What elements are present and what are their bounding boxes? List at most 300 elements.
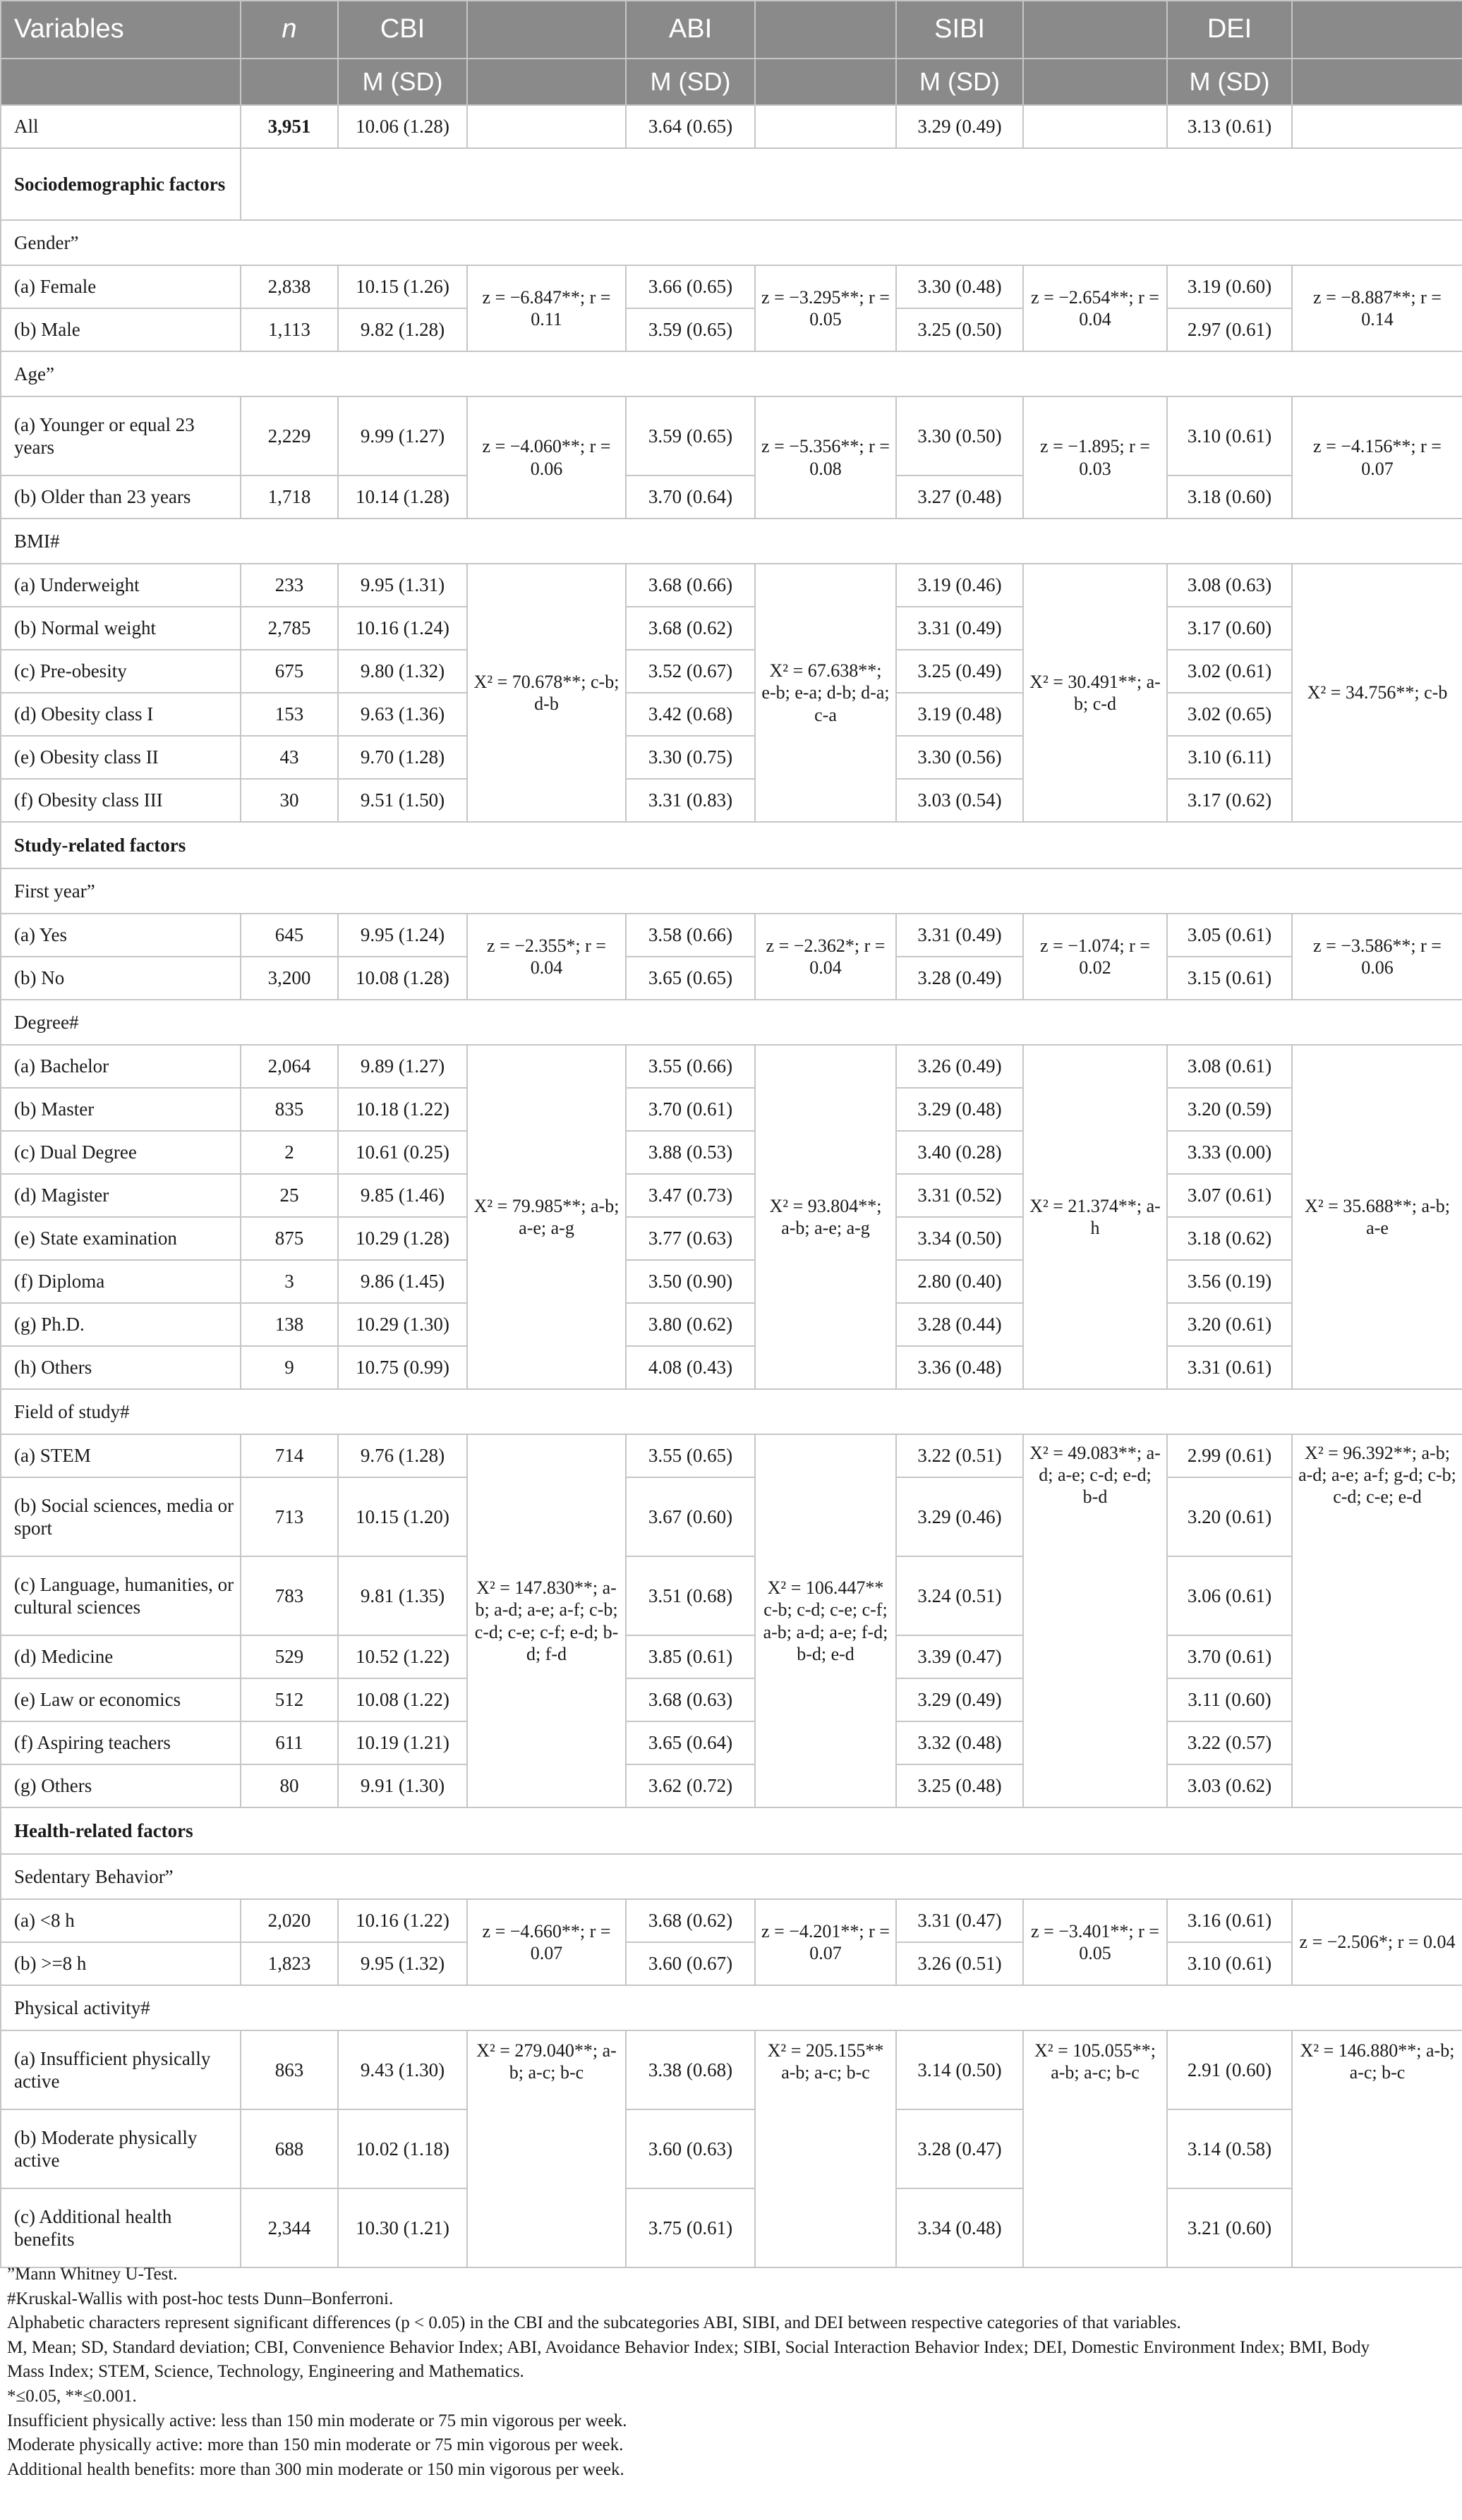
row-abi: 3.42 (0.68)	[626, 693, 755, 736]
row-dei: 3.31 (0.61)	[1167, 1346, 1292, 1389]
table-row	[1, 2188, 1462, 2267]
row-n: 529	[241, 1635, 338, 1678]
header-cbi-stat	[467, 1, 626, 59]
row-n: 1,718	[241, 475, 338, 519]
row-cbi: 9.95 (1.32)	[338, 1942, 467, 1985]
row-cbi: 9.63 (1.36)	[338, 693, 467, 736]
table-row	[1, 2109, 1462, 2188]
table-row	[1, 475, 1462, 519]
subheader-empty	[467, 59, 626, 105]
row-abi: 3.38 (0.68)	[626, 2030, 755, 2109]
footnote: Alphabetic characters represent significant differences (p < 0.05) in the CBI and the subcategories ABI, SIBI, and DEI between respective categories of that variables.	[7, 2313, 1181, 2333]
row-dei: 3.13 (0.61)	[1167, 105, 1292, 148]
row-sibi: 3.36 (0.48)	[896, 1346, 1023, 1389]
row-n: 2,229	[241, 396, 338, 475]
row-sibi: 3.32 (0.48)	[896, 1721, 1023, 1764]
row-cbi: 10.30 (1.21)	[338, 2188, 467, 2267]
row-n: 153	[241, 693, 338, 736]
subheader-msd: M (SD)	[338, 59, 467, 105]
row-sibi: 3.28 (0.49)	[896, 957, 1023, 1000]
stat-dei: X² = 146.880**; a-b; a-c; b-c	[1292, 2030, 1462, 2267]
row-sibi: 3.26 (0.49)	[896, 1045, 1023, 1088]
stat-abi: X² = 93.804**; a-b; a-e; a-g	[755, 1045, 896, 1389]
row-cbi: 9.86 (1.45)	[338, 1260, 467, 1303]
row-abi: 4.08 (0.43)	[626, 1346, 755, 1389]
row-abi: 3.50 (0.90)	[626, 1260, 755, 1303]
row-sibi: 3.34 (0.50)	[896, 1217, 1023, 1260]
table-row	[1, 914, 1462, 957]
group-field-of-study: Field of study#	[1, 1389, 1462, 1434]
stat-cbi: X² = 147.830**; a-b; a-d; a-e; a-f; c-b; c-d; c-e; c-f; e-d; b-d; f-d	[467, 1434, 626, 1807]
group-physical-activity: Physical activity#	[1, 1985, 1462, 2030]
row-label: (a) Insufficient physically active	[1, 2030, 241, 2109]
section-filler	[241, 148, 1462, 220]
row-cbi: 10.16 (1.24)	[338, 607, 467, 650]
footnote: #Kruskal-Wallis with post-hoc tests Dunn–Bonferroni.	[7, 2289, 394, 2308]
row-cbi: 10.15 (1.26)	[338, 265, 467, 308]
row-sibi: 3.22 (0.51)	[896, 1434, 1023, 1477]
row-n: 835	[241, 1088, 338, 1131]
table-row	[1, 1346, 1462, 1389]
row-dei: 3.03 (0.62)	[1167, 1764, 1292, 1807]
header-row	[1, 1, 1462, 59]
table-row	[1, 1260, 1462, 1303]
row-n: 714	[241, 1434, 338, 1477]
row-label: (b) No	[1, 957, 241, 1000]
row-abi: 3.68 (0.66)	[626, 564, 755, 607]
table-row	[1, 1434, 1462, 1477]
section-study-related: Study-related factors	[1, 822, 1462, 868]
table-row	[1, 957, 1462, 1000]
row-cbi: 10.14 (1.28)	[338, 475, 467, 519]
row-cbi: 10.08 (1.28)	[338, 957, 467, 1000]
row-abi: 3.70 (0.61)	[626, 1088, 755, 1131]
row-dei: 3.08 (0.63)	[1167, 564, 1292, 607]
row-cbi: 10.06 (1.28)	[338, 105, 467, 148]
row-abi: 3.80 (0.62)	[626, 1303, 755, 1346]
row-sibi: 3.19 (0.48)	[896, 693, 1023, 736]
row-abi: 3.88 (0.53)	[626, 1131, 755, 1174]
row-abi: 3.75 (0.61)	[626, 2188, 755, 2267]
table-row	[1, 1635, 1462, 1678]
row-dei: 2.99 (0.61)	[1167, 1434, 1292, 1477]
group-bmi: BMI#	[1, 519, 1462, 564]
stat-abi: X² = 205.155** a-b; a-c; b-c	[755, 2030, 896, 2267]
footnote: ”Mann Whitney U-Test.	[7, 2265, 178, 2284]
header-abi: ABI	[626, 1, 755, 59]
table-row	[1, 1678, 1462, 1721]
stat-sibi: X² = 30.491**; a-b; c-d	[1023, 564, 1167, 822]
row-cbi: 9.85 (1.46)	[338, 1174, 467, 1217]
row-n: 2,785	[241, 607, 338, 650]
stat-cbi: z = −4.060**; r = 0.06	[467, 396, 626, 519]
row-dei: 3.20 (0.61)	[1167, 1477, 1292, 1556]
row-sibi: 3.25 (0.49)	[896, 650, 1023, 693]
row-abi: 3.65 (0.64)	[626, 1721, 755, 1764]
row-sibi: 3.19 (0.46)	[896, 564, 1023, 607]
row-abi: 3.67 (0.60)	[626, 1477, 755, 1556]
footnote: *≤0.05, **≤0.001.	[7, 2386, 137, 2406]
row-n: 3	[241, 1260, 338, 1303]
group-row	[1, 519, 1462, 564]
row-dei: 3.15 (0.61)	[1167, 957, 1292, 1000]
stat-sibi: z = −3.401**; r = 0.05	[1023, 1899, 1167, 1985]
row-n: 43	[241, 736, 338, 779]
row-cbi: 9.80 (1.32)	[338, 650, 467, 693]
row-label: (c) Dual Degree	[1, 1131, 241, 1174]
group-row	[1, 220, 1462, 265]
row-label: (a) STEM	[1, 1434, 241, 1477]
row-label: (b) >=8 h	[1, 1942, 241, 1985]
row-dei: 3.70 (0.61)	[1167, 1635, 1292, 1678]
row-sibi: 3.29 (0.49)	[896, 105, 1023, 148]
row-sibi: 3.03 (0.54)	[896, 779, 1023, 822]
stat-cbi: X² = 70.678**; c-b; d-b	[467, 564, 626, 822]
row-abi: 3.68 (0.62)	[626, 607, 755, 650]
table-row	[1, 1556, 1462, 1635]
table-row	[1, 265, 1462, 308]
subheader-empty	[1292, 59, 1462, 105]
footnote: Insufficient physically active: less than 150 min moderate or 75 min vigorous per week.	[7, 2411, 627, 2430]
row-dei: 3.14 (0.58)	[1167, 2109, 1292, 2188]
stat-dei: z = −3.586**; r = 0.06	[1292, 914, 1462, 1000]
row-cbi: 9.70 (1.28)	[338, 736, 467, 779]
row-abi: 3.51 (0.68)	[626, 1556, 755, 1635]
row-abi: 3.60 (0.63)	[626, 2109, 755, 2188]
row-dei: 3.10 (0.61)	[1167, 396, 1292, 475]
group-degree: Degree#	[1, 1000, 1462, 1045]
stat-cbi: X² = 279.040**; a-b; a-c; b-c	[467, 2030, 626, 2267]
row-label: (b) Older than 23 years	[1, 475, 241, 519]
row-n: 3,200	[241, 957, 338, 1000]
section-row	[1, 1807, 1462, 1854]
stat-cbi: X² = 79.985**; a-b; a-e; a-g	[467, 1045, 626, 1389]
row-abi: 3.58 (0.66)	[626, 914, 755, 957]
table-row	[1, 1721, 1462, 1764]
row-n: 2,344	[241, 2188, 338, 2267]
row-label: (a) Yes	[1, 914, 241, 957]
row-n: 2	[241, 1131, 338, 1174]
row-cbi: 9.51 (1.50)	[338, 779, 467, 822]
table-row	[1, 1088, 1462, 1131]
row-cbi: 9.95 (1.24)	[338, 914, 467, 957]
row-n: 863	[241, 2030, 338, 2109]
row-sibi: 2.80 (0.40)	[896, 1260, 1023, 1303]
row-sibi: 3.27 (0.48)	[896, 475, 1023, 519]
table-row-all	[1, 105, 1462, 148]
stat-abi: z = −3.295**; r = 0.05	[755, 265, 896, 351]
stat-cbi: z = −6.847**; r = 0.11	[467, 265, 626, 351]
row-abi: 3.47 (0.73)	[626, 1174, 755, 1217]
row-label: (c) Pre-obesity	[1, 650, 241, 693]
row-cbi: 10.08 (1.22)	[338, 1678, 467, 1721]
header-variables: Variables	[1, 1, 241, 59]
stat-cbi: z = −4.660**; r = 0.07	[467, 1899, 626, 1985]
row-cbi: 9.82 (1.28)	[338, 308, 467, 351]
section-sociodemographic: Sociodemographic factors	[1, 148, 241, 220]
header-abi-stat	[755, 1, 896, 59]
stat-sibi: X² = 49.083**; a-d; a-e; c-d; e-d; b-d	[1023, 1434, 1167, 1807]
header-dei: DEI	[1167, 1, 1292, 59]
row-sibi: 3.40 (0.28)	[896, 1131, 1023, 1174]
row-sibi: 3.25 (0.50)	[896, 308, 1023, 351]
row-label: All	[1, 105, 241, 148]
header-cbi: CBI	[338, 1, 467, 59]
row-cbi: 9.99 (1.27)	[338, 396, 467, 475]
row-label: (f) Obesity class III	[1, 779, 241, 822]
row-sibi: 3.34 (0.48)	[896, 2188, 1023, 2267]
row-dei: 3.21 (0.60)	[1167, 2188, 1292, 2267]
row-cbi: 9.89 (1.27)	[338, 1045, 467, 1088]
row-label: (e) Obesity class II	[1, 736, 241, 779]
subheader-empty	[1023, 59, 1167, 105]
table-row	[1, 1764, 1462, 1807]
stat-sibi: z = −1.895; r = 0.03	[1023, 396, 1167, 519]
row-sibi: 3.31 (0.47)	[896, 1899, 1023, 1942]
row-n: 645	[241, 914, 338, 957]
group-row	[1, 1985, 1462, 2030]
row-label: (c) Language, humanities, or cultural sciences	[1, 1556, 241, 1635]
row-label: (c) Additional health benefits	[1, 2188, 241, 2267]
group-row	[1, 1389, 1462, 1434]
row-n: 1,823	[241, 1942, 338, 1985]
row-label: (a) Underweight	[1, 564, 241, 607]
row-dei-stat	[1292, 105, 1462, 148]
table-row	[1, 1942, 1462, 1985]
row-n: 713	[241, 1477, 338, 1556]
row-label: (b) Male	[1, 308, 241, 351]
row-sibi: 3.29 (0.49)	[896, 1678, 1023, 1721]
row-abi: 3.66 (0.65)	[626, 265, 755, 308]
header-sibi-stat	[1023, 1, 1167, 59]
row-sibi: 3.29 (0.48)	[896, 1088, 1023, 1131]
table-row	[1, 1899, 1462, 1942]
footnote: Additional health benefits: more than 300 min moderate or 150 min vigorous per week.	[7, 2459, 624, 2479]
row-cbi: 9.43 (1.30)	[338, 2030, 467, 2109]
row-dei: 3.18 (0.62)	[1167, 1217, 1292, 1260]
row-n: 2,064	[241, 1045, 338, 1088]
group-row	[1, 868, 1462, 914]
header-dei-stat	[1292, 1, 1462, 59]
row-sibi: 3.31 (0.49)	[896, 914, 1023, 957]
section-health-related: Health-related factors	[1, 1807, 1462, 1854]
row-n: 875	[241, 1217, 338, 1260]
row-sibi: 3.24 (0.51)	[896, 1556, 1023, 1635]
row-dei: 3.22 (0.57)	[1167, 1721, 1292, 1764]
row-cbi: 10.02 (1.18)	[338, 2109, 467, 2188]
row-abi: 3.55 (0.65)	[626, 1434, 755, 1477]
row-abi: 3.30 (0.75)	[626, 736, 755, 779]
row-label: (d) Medicine	[1, 1635, 241, 1678]
row-dei: 2.91 (0.60)	[1167, 2030, 1292, 2109]
row-label: (a) <8 h	[1, 1899, 241, 1942]
table-row	[1, 396, 1462, 475]
table-row	[1, 736, 1462, 779]
group-age: Age”	[1, 351, 1462, 396]
row-label: (b) Social sciences, media or sport	[1, 1477, 241, 1556]
row-abi: 3.65 (0.65)	[626, 957, 755, 1000]
row-n: 3,951	[241, 105, 338, 148]
row-n: 80	[241, 1764, 338, 1807]
row-label: (d) Obesity class I	[1, 693, 241, 736]
row-n: 233	[241, 564, 338, 607]
row-dei: 3.10 (0.61)	[1167, 1942, 1292, 1985]
row-cbi: 10.29 (1.28)	[338, 1217, 467, 1260]
row-dei: 3.08 (0.61)	[1167, 1045, 1292, 1088]
header-n: n	[241, 1, 338, 59]
stat-dei: z = −2.506*; r = 0.04	[1292, 1899, 1462, 1985]
stat-cbi: z = −2.355*; r = 0.04	[467, 914, 626, 1000]
row-abi: 3.60 (0.67)	[626, 1942, 755, 1985]
row-cbi: 10.16 (1.22)	[338, 1899, 467, 1942]
row-n: 675	[241, 650, 338, 693]
row-sibi: 3.14 (0.50)	[896, 2030, 1023, 2109]
stat-abi: X² = 67.638**; e-b; e-a; d-b; d-a; c-a	[755, 564, 896, 822]
row-abi: 3.68 (0.63)	[626, 1678, 755, 1721]
stat-dei: X² = 34.756**; c-b	[1292, 564, 1462, 822]
row-label: (e) State examination	[1, 1217, 241, 1260]
row-cbi: 9.81 (1.35)	[338, 1556, 467, 1635]
row-dei: 3.19 (0.60)	[1167, 265, 1292, 308]
row-label: (a) Female	[1, 265, 241, 308]
table-row	[1, 1131, 1462, 1174]
row-dei: 3.07 (0.61)	[1167, 1174, 1292, 1217]
stat-sibi: X² = 105.055**; a-b; a-c; b-c	[1023, 2030, 1167, 2267]
row-n: 1,113	[241, 308, 338, 351]
row-cbi: 10.29 (1.30)	[338, 1303, 467, 1346]
table-row	[1, 779, 1462, 822]
group-gender: Gender”	[1, 220, 1462, 265]
row-dei: 3.16 (0.61)	[1167, 1899, 1292, 1942]
row-dei: 3.17 (0.60)	[1167, 607, 1292, 650]
group-row	[1, 1000, 1462, 1045]
table-row	[1, 607, 1462, 650]
row-n: 2,838	[241, 265, 338, 308]
row-cbi: 10.75 (0.99)	[338, 1346, 467, 1389]
row-dei: 3.18 (0.60)	[1167, 475, 1292, 519]
table-row	[1, 1174, 1462, 1217]
row-label: (d) Magister	[1, 1174, 241, 1217]
row-cbi: 10.61 (0.25)	[338, 1131, 467, 1174]
subheader-msd: M (SD)	[626, 59, 755, 105]
row-abi: 3.85 (0.61)	[626, 1635, 755, 1678]
row-label: (a) Younger or equal 23 years	[1, 396, 241, 475]
row-label: (f) Diploma	[1, 1260, 241, 1303]
row-n: 688	[241, 2109, 338, 2188]
row-sibi: 3.28 (0.47)	[896, 2109, 1023, 2188]
row-n: 2,020	[241, 1899, 338, 1942]
group-row	[1, 1854, 1462, 1899]
row-label: (g) Others	[1, 1764, 241, 1807]
row-label: (e) Law or economics	[1, 1678, 241, 1721]
row-cbi-stat	[467, 105, 626, 148]
row-dei: 3.11 (0.60)	[1167, 1678, 1292, 1721]
footnote: Moderate physically active: more than 150 min moderate or 75 min vigorous per week.	[7, 2435, 624, 2455]
row-n: 30	[241, 779, 338, 822]
stat-sibi: X² = 21.374**; a-h	[1023, 1045, 1167, 1389]
table-row	[1, 693, 1462, 736]
row-abi: 3.31 (0.83)	[626, 779, 755, 822]
table-row	[1, 1477, 1462, 1556]
row-dei: 3.33 (0.00)	[1167, 1131, 1292, 1174]
row-label: (g) Ph.D.	[1, 1303, 241, 1346]
subheader-empty	[755, 59, 896, 105]
row-dei: 3.56 (0.19)	[1167, 1260, 1292, 1303]
row-sibi: 3.31 (0.52)	[896, 1174, 1023, 1217]
subheader-msd: M (SD)	[1167, 59, 1292, 105]
stat-sibi: z = −2.654**; r = 0.04	[1023, 265, 1167, 351]
stat-abi: X² = 106.447** c-b; c-d; c-e; c-f; a-b; a-d; a-e; f-d; b-d; e-d	[755, 1434, 896, 1807]
row-sibi: 3.26 (0.51)	[896, 1942, 1023, 1985]
row-dei: 3.17 (0.62)	[1167, 779, 1292, 822]
footnote: M, Mean; SD, Standard deviation; CBI, Convenience Behavior Index; ABI, Avoidance Behavior Index; SIBI, Social Interaction Behavior Index; DEI, Domestic Environment Index; BMI, Body	[7, 2337, 1370, 2357]
row-abi: 3.55 (0.66)	[626, 1045, 755, 1088]
row-n: 512	[241, 1678, 338, 1721]
table-footnotes	[7, 2262, 1454, 2482]
row-dei: 2.97 (0.61)	[1167, 308, 1292, 351]
row-dei: 3.20 (0.61)	[1167, 1303, 1292, 1346]
stat-dei: z = −8.887**; r = 0.14	[1292, 265, 1462, 351]
row-n: 9	[241, 1346, 338, 1389]
subheader-msd: M (SD)	[896, 59, 1023, 105]
table-row	[1, 308, 1462, 351]
row-abi: 3.77 (0.63)	[626, 1217, 755, 1260]
row-cbi: 10.52 (1.22)	[338, 1635, 467, 1678]
subheader-empty	[1, 59, 241, 105]
row-abi-stat	[755, 105, 896, 148]
group-row	[1, 351, 1462, 396]
table-row	[1, 650, 1462, 693]
row-cbi: 10.18 (1.22)	[338, 1088, 467, 1131]
row-abi: 3.68 (0.62)	[626, 1899, 755, 1942]
row-sibi: 3.30 (0.50)	[896, 396, 1023, 475]
row-sibi: 3.25 (0.48)	[896, 1764, 1023, 1807]
row-n: 25	[241, 1174, 338, 1217]
row-dei: 3.02 (0.61)	[1167, 650, 1292, 693]
table-row	[1, 1303, 1462, 1346]
footnote: Mass Index; STEM, Science, Technology, Engineering and Mathematics.	[7, 2362, 524, 2382]
table-row	[1, 564, 1462, 607]
section-row	[1, 822, 1462, 868]
row-sibi: 3.31 (0.49)	[896, 607, 1023, 650]
row-dei: 3.05 (0.61)	[1167, 914, 1292, 957]
stat-abi: z = −2.362*; r = 0.04	[755, 914, 896, 1000]
row-cbi: 10.19 (1.21)	[338, 1721, 467, 1764]
row-sibi-stat	[1023, 105, 1167, 148]
header-sibi: SIBI	[896, 1, 1023, 59]
subheader-row	[1, 59, 1462, 105]
row-dei: 3.02 (0.65)	[1167, 693, 1292, 736]
stat-abi: z = −4.201**; r = 0.07	[755, 1899, 896, 1985]
row-n: 138	[241, 1303, 338, 1346]
row-dei: 3.10 (6.11)	[1167, 736, 1292, 779]
group-sedentary-behavior: Sedentary Behavior”	[1, 1854, 1462, 1899]
row-cbi: 10.15 (1.20)	[338, 1477, 467, 1556]
row-abi: 3.70 (0.64)	[626, 475, 755, 519]
row-cbi: 9.76 (1.28)	[338, 1434, 467, 1477]
row-label: (a) Bachelor	[1, 1045, 241, 1088]
row-abi: 3.64 (0.65)	[626, 105, 755, 148]
row-sibi: 3.29 (0.46)	[896, 1477, 1023, 1556]
row-abi: 3.59 (0.65)	[626, 308, 755, 351]
group-first-year: First year”	[1, 868, 1462, 914]
stat-dei: z = −4.156**; r = 0.07	[1292, 396, 1462, 519]
stat-abi: z = −5.356**; r = 0.08	[755, 396, 896, 519]
row-cbi: 9.95 (1.31)	[338, 564, 467, 607]
stat-dei: X² = 96.392**; a-b; a-d; a-e; a-f; g-d; c-b; c-d; c-e; e-d	[1292, 1434, 1462, 1807]
row-n: 611	[241, 1721, 338, 1764]
row-abi: 3.52 (0.67)	[626, 650, 755, 693]
